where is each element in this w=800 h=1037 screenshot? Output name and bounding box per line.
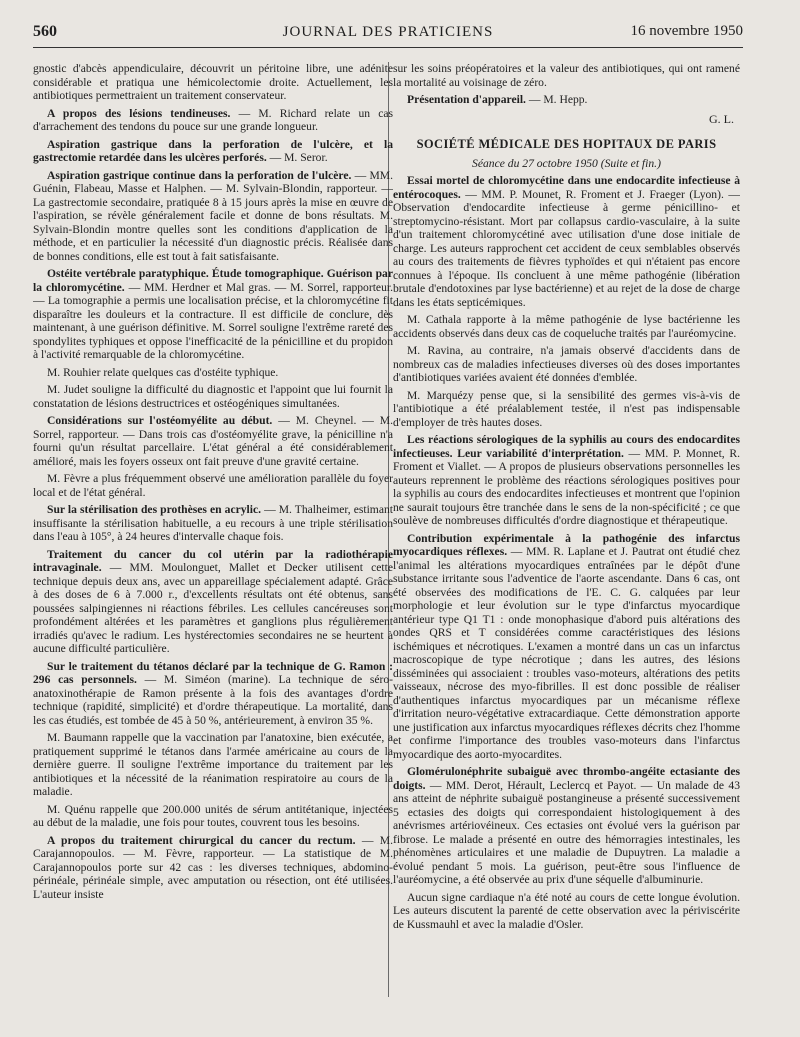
article-entry (393, 532, 740, 762)
article-title: Sur la stérilisation des prothèses en acrylic. (47, 503, 262, 516)
article-entry (33, 548, 393, 656)
article-title: Traitement du cancer du col utérin par la radiothérapie intravaginale. (33, 547, 393, 574)
paragraph: M. Rouhier relate quelques cas d'ostéite typhique. (47, 365, 279, 379)
article-body: — MM. P. Mounet, R. Froment et J. Fraeger (Lyon). — Observation d'endocardite infectieuse à germe pénicillino- et streptomycino-résistant. Mort par collapsus cardio-vasculaire, à la suite d'un traitement chloromycétiné avec utilisation d'une dose initiale de charge. Les auteurs rapprochent cet accident de ceux semblables observés au cours des traitements de fièvres typhoïdes et qui n'étaient pas encore connues à l'époque. Ils concluent à une même pathogénie (libération brutale d'endotoxines par lyse bactérienne) et au rejet de la dose de charge dans les états septicémiques. (393, 187, 740, 309)
left-column (33, 62, 393, 1017)
article-title: Aspiration gastrique continue dans la perforation de l'ulcère. (47, 168, 352, 182)
article-body: — MM. Derot, Hérault, Leclercq et Payot. — Un malade de 43 ans atteint de néphrite subaiguë postangineuse a présenté successivement 5 ectasies des doigts qui correspondaient histologiquement à des anévrismes artériovéineux. Ces ectasies ont évolué vers la guérison par fibrose. Le malade a présenté en outre des hémorragies intestinales, les phénomènes articulaires et une maladie de Dupuytren. La maladie a évolué pendant 5 mois. La guérison, peut-être sous l'influence de l'auréomycine, a été observée au prix d'une séquelle d'albuminurie. (393, 778, 740, 886)
paragraph: M. Ravina, au contraire, n'a jamais observé d'accidents dans de nombreux cas de maladies infectieuses diverses où des doses importantes d'antibiotiques variées avaient été données d'emblée. (393, 344, 740, 384)
author-signature: G. L. (709, 111, 734, 126)
session-date: Séance du 27 octobre 1950 (Suite et fin.) (472, 156, 661, 170)
article-entry (393, 93, 740, 107)
article-entry (33, 267, 393, 362)
article-title: Ostéite vertébrale paratyphique. Étude tomographique. Guérison par la chloromycétine. (33, 267, 393, 294)
article-entry (33, 414, 393, 468)
article-entry (393, 174, 740, 309)
paragraph: M. Baumann rappelle que la vaccination par l'anatoxine, bien exécutée, a pratiquement supprimé le tétanos dans l'armée américaine au cours de la dernière guerre. Il souligne l'extrême importance du traitement par les antibiotiques et la nécessité de la réanimation respiratoire au cours de la maladie. (33, 731, 393, 798)
paragraph: M. Marquézy pense que, si la sensibilité des germes vis-à-vis de l'antibiotique a été préalablement testée, il n'est pas indispensable d'employer de très hautes doses. (393, 388, 740, 429)
article-title: Sur le traitement du tétanos déclaré par la technique de G. Ramon : 296 cas personnels. (33, 659, 393, 686)
paragraph: gnostic d'abcès appendiculaire, découvrit un péritoine libre, une adénite considérable et pratiqua une hémicolectomie droite. Actuellement, les antibiotiques permettraient un traitement conservateur. (33, 62, 393, 102)
article-title: Présentation d'appareil. (407, 93, 526, 106)
article-title: A propos des lésions tendineuses. (47, 106, 231, 120)
article-body: — MM. Herdner et Mal gras. — M. Sorrel, rapporteur. — La tomographie a permis une localisation précise, et la chloromycétine fit disparaître les douleurs et la contracture. Il est difficile de conclure, dès maintenant, à une guérison définitive. M. Sorrel souligne l'extrême rareté des spondylites typhiques et oppose l'inefficacité de la pénicilline et du propidon à l'activité remarquable de la chloromycétine. (33, 280, 393, 361)
article-body: — M. Thalheimer, estimant insuffisante la stérilisation habituelle, a eu recours à une triple stérilisation dans l'eau à 105°, à 24 heures d'intervalle chaque fois. (33, 503, 393, 543)
article-title: A propos du traitement chirurgical du cancer du rectum. (47, 833, 356, 847)
paragraph: M. Quénu rappelle que 200.000 unités de sérum antitétanique, injectées au début de la maladie, une fois pour toutes, couvrent tous les besoins. (33, 802, 393, 829)
article-body: — M. Richard relate un cas d'arrachement des tendons du pouce sur une grande longueur. (33, 106, 393, 133)
page-header (33, 20, 743, 50)
paragraph: M. Judet souligne la difficulté du diagnostic et l'appoint que lui fournit la constatation de lésions destructrices et ostéogéniques simultanées. (33, 383, 393, 410)
page-number: 560 (33, 23, 57, 40)
right-column (393, 62, 740, 1017)
article-title: Essai mortel de chloromycétine dans une endocardite infectieuse à entérocoques. (393, 174, 740, 201)
article-body: — MM. Guénin, Flabeau, Masse et Halphen. — M. Sylvain-Blondin, rapporteur. — La gastrectomie secondaire, pratiquée 8 à 15 jours après la mise en œuvre de l'aspiration, se révèle généralement facile et donne de bons résultats. M. Sylvain-Blondin montre quelles sont les conditions d'application de la méthode, et en particulier la nécessité d'un diagnostic précis. Réalisée dans de bonnes conditions, elle est tout à fait satisfaisante. (33, 168, 393, 263)
article-body: — M. Cheynel. — M. Sorrel, rapporteur. — Dans trois cas d'ostéomyélite grave, la pénicilline n'a fourni qu'un résultat parcellaire. L'état général a été considérablement amélioré, mais les foyers osseux ont fait preuve d'une gravité certaine. (33, 414, 393, 468)
article-body: — MM. R. Laplane et J. Pautrat ont étudié chez l'animal les altérations myocardiques entraînées par le dépôt d'une substance irritante sous l'adventice de l'aorte ascendante. Dans 6 cas, ont été observées des modifications de l'E. C. G. calquées par leur morphologie et leur évolution sur le type d'infarctus myocardique antérieur type Q1 T1 : onde monophasique d'abord puis altérations des ondes QRS et T considérées comme caractéristiques des lésions ischémiques et nécrotiques. L'examen a montré dans un cas un infarctus macroscopique de type nécrotique ; dans les autres, des lésions disséminées qui associaient : troubles vaso-moteurs, altérations des petits vaisseaux, nécrose des myo-fibrilles. Il est donc possible de réaliser d'authentiques infarctus myocardiques par un mécanisme réflexe d'irritation neuro-végétative extracardiaque. Cette démonstration apporte une justification aux infarctus myocardiques réflexes décrits chez l'homme et confirme l'importance des troubles vaso-moteurs dans l'infarctus myocardique des aorto-myocardites. (393, 545, 740, 761)
article-entry (33, 107, 393, 134)
article-entry (393, 433, 740, 528)
journal-title: JOURNAL DES PRATICIENS (282, 24, 494, 40)
society-heading: SOCIÉTÉ MÉDICALE DES HOPITAUX DE PARIS (416, 137, 717, 151)
article-body: — M. Seror. (266, 151, 328, 164)
article-title: Considérations sur l'ostéomyélite au début. (47, 414, 273, 427)
article-title: Glomérulonéphrite subaiguë avec thrombo-angéite ectasiante des doigts. (393, 765, 740, 792)
article-entry (33, 834, 393, 902)
article-title: Les réactions sérologiques de la syphilis au cours des endocardites infectieuses. Leur variabilité d'interprétation. (393, 433, 740, 460)
article-entry (33, 138, 393, 165)
article-body: — M. Hepp. (525, 93, 588, 106)
paragraph: sur les soins préopératoires et la valeur des antibiotiques, qui ont ramené la mortalité au voisinage de zéro. (393, 62, 740, 89)
article-entry (33, 169, 393, 264)
article-body: — MM. Moulonguet, Mallet et Decker utilisent cette technique depuis deux ans, avec un appareillage spécialement adapté. Grâce à des doses de 6 à 7.000 r., d'excellents résultats ont été obtenus, sans poussées salpingiennes ni réactions fébriles. Les cellules cancéreuses sont profondément altérées et les paramètres et ganglions plus régulièrement irradiés qu'avec le radium. Les hystérectomies secondaires ne se heurtent à aucune difficulté particulière. (33, 561, 393, 655)
paragraph: Aucun signe cardiaque n'a été noté au cours de cette longue évolution. Les auteurs discutent la parenté de cette observation avec la périviscérite de Kussmauhl et avec la maladie d'Osler. (393, 890, 740, 931)
issue-date: 16 novembre 1950 (630, 23, 743, 39)
article-title: Aspiration gastrique dans la perforation de l'ulcère, et la gastrectomie retardée dans les ulcères perforés. (33, 137, 393, 164)
article-entry (33, 660, 393, 728)
article-body: — MM. P. Monnet, R. Froment et Viallet. — A propos de plusieurs observations personnelles les auteurs reprennent le problème des réactions sérologiques positives pour la syphilis au cours des endocardites infectieuses et montrent que l'opinion ne saurait toujours être tranchée dans le sens de la non-spécificité ; ce que soulève de nombreuses difficultés d'ordre diagnostique et thérapeutique. (393, 446, 740, 527)
article-entry (33, 503, 393, 544)
header-rule (33, 47, 743, 48)
paragraph: M. Cathala rapporte à la même pathogénie de lyse bactérienne les accidents observés dans deux cas de coqueluche traités par l'auréomycine. (393, 313, 740, 340)
article-entry (393, 765, 740, 887)
article-body: — M. Carajannopoulos. — M. Fèvre, rapporteur. — La statistique de M. Carajannopoulos porte sur 42 cas : les diverses techniques, abdomino-périnéale, périnéale simple, avec amputation ou résection, ont été utilisées. L'auteur insiste (33, 833, 393, 901)
article-title: Contribution expérimentale à la pathogénie des infarctus myocardiques réflexes. (393, 531, 740, 558)
article-body: — M. Siméon (marine). La technique de séro-anatoxinothérapie de Ramon présente à la fois des avantages d'ordre technique (rapidité, simplicité) et d'ordre thérapeutique. La mortalité, dans les cas étudiés, est tombée de 45 à 50 %, antérieurement, à environ 35 %. (33, 673, 393, 727)
paragraph: M. Fèvre a plus fréquemment observé une amélioration parallèle du foyer local et de l'état général. (33, 472, 393, 499)
